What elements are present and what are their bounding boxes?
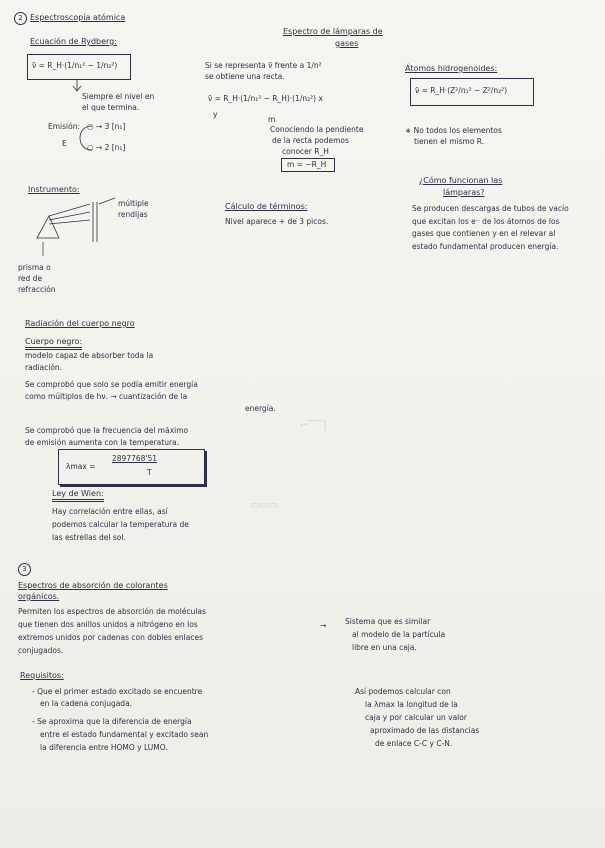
section-3-right-1: Así podemos calcular con (355, 687, 451, 696)
emission-bottom: ○ → 2 [n₁] (87, 143, 126, 152)
center-note-2: de la recta podemos (272, 136, 349, 145)
section-3-body-3: extremos unidos por cadenas con dobles enlaces (18, 633, 204, 642)
wien-law-heading: Ley de Wien: (52, 488, 104, 502)
section-3-right-3: caja y por calcular un valor (365, 713, 467, 722)
blackbody-title: Radiación del cuerpo negro (25, 319, 135, 328)
wien-formula-numerator: 2897768'51 (112, 454, 158, 463)
planck-2: como múltiplos de hν. → cuantización de la (25, 392, 188, 401)
section-3-body-4: conjugados. (18, 646, 64, 655)
center-note-3: conocer R_H (282, 147, 329, 156)
prism-label-2: red de (18, 274, 43, 283)
rydberg-formula: ν̄ = R_H·(1/n₁² − 1/n₂²) (32, 61, 118, 70)
wien-law-3: las estrellas del sol. (52, 533, 126, 542)
lamp-heading-1: ¿Cómo funcionan las (419, 176, 503, 185)
rydberg-note-2: el que termina. (82, 103, 140, 112)
center-text-1: Si se representa ν̄ frente a 1/n² (205, 61, 322, 70)
center-boxed: m = −R_H (287, 160, 327, 169)
center-text-2: se obtiene una recta. (205, 72, 285, 81)
requirement-2a: - Se aproxima que la diferencia de energía (32, 717, 192, 726)
section-3-side-3: libre en una caja. (352, 643, 417, 652)
arrow-icon (72, 80, 82, 94)
wien-law-1: Hay correlación entre ellas, así (52, 507, 168, 516)
requirement-2c: la diferencia entre HOMO y LUMO. (40, 743, 168, 752)
requirement-2b: entre el estado fundamental y excitado sean (40, 730, 209, 739)
rydberg-heading: Ecuación de Rydberg: (30, 37, 117, 46)
center-y-label: y (213, 110, 218, 119)
prism-label-1: prisma o (18, 263, 51, 272)
section-3-body-1: Permiten los espectros de absorción de moléculas (18, 607, 206, 616)
section-2-title: 2 Espectroscopía atómica (14, 12, 125, 25)
section-3-side-1: Sistema que es similar (345, 617, 431, 626)
section-3-side-2: al modelo de la partícula (352, 630, 446, 639)
section-3-body-2: que tienen dos anillos unidos a nitrógeno en los (18, 620, 198, 629)
center-m-label: m (268, 115, 276, 124)
wien-law-2: podemos calcular la temperatura de (52, 520, 189, 529)
rydberg-note-1: Siempre el nivel en (82, 92, 155, 101)
instrument-note-1: múltiple (118, 199, 149, 208)
right-formula: ν̄ = R_H·(Z²/n₁² − Z²/n₂²) (415, 86, 508, 95)
blackbody-def-2: radiación. (25, 363, 63, 372)
emission-label: Emisión: (48, 122, 80, 131)
section-3-right-2: la λmax la longitud de la (365, 700, 458, 709)
right-note-1: ∗ No todos los elementos (405, 126, 502, 135)
wien-text-2: de emisión aumenta con la temperatura. (25, 438, 180, 447)
lamp-heading-2: lámparas? (443, 188, 485, 197)
section-3-right-4: aproximado de las distancias (370, 726, 480, 735)
bleed-through-mark: ⌐‾‾‾| (300, 420, 327, 431)
instrument-heading: Instrumento: (28, 185, 80, 194)
section-3-arrow: → (320, 621, 327, 630)
prism-label-3: refracción (18, 285, 56, 294)
requirement-1a: - Que el primer estado excitado se encuentre (32, 687, 203, 696)
emission-top: ○ → 3 [n₁] (87, 122, 126, 131)
center-title-1: Espectro de lámparas de (283, 27, 383, 36)
section-3-right-5: de enlace C-C y C-N. (375, 739, 453, 748)
planck-1: Se comprobó que solo se podía emitir energía (25, 380, 198, 389)
planck-3: energía. (245, 404, 276, 413)
center-note-1: Conociendo la pendiente (270, 125, 364, 134)
wien-formula-denominator: T (147, 468, 152, 477)
right-note-2: tienen el mismo R. (414, 137, 485, 146)
blackbody-def-1: modelo capaz de absorber toda la (25, 351, 154, 360)
requirements-heading: Requisitos: (20, 671, 64, 680)
center-formula: ν̄ = R_H·(1/n₁² − R_H)·(1/n₂²) x (208, 94, 323, 103)
blackbody-def-heading: Cuerpo negro: (25, 336, 82, 350)
section-3-title-2: orgánicos. (18, 592, 60, 601)
wien-text-1: Se comprobó que la frecuencia del máximo (25, 426, 189, 435)
energy-label: E (62, 139, 67, 148)
right-heading: Átomos hidrogenoides: (405, 64, 498, 73)
lamp-text: Se producen descargas de tubos de vacío que excitan los e⁻ de los átomos de los gases que contienen y en el relevar al estado fundamental producen energía. (412, 204, 569, 251)
section-3-title-1: Espectros de absorción de colorantes (18, 581, 168, 590)
prism-diagram-icon (35, 198, 115, 258)
requirement-1b: en la cadena conjugada. (40, 699, 133, 708)
wien-formula-lhs: λmax = (66, 462, 96, 471)
bleed-through-mark: ▭▭▭ (250, 500, 279, 511)
instrument-note-2: rendijas (118, 210, 148, 219)
section-number: 2 (14, 12, 27, 25)
center-title-2: gases (335, 39, 359, 48)
section-3-number: 3 (18, 563, 34, 576)
calc-heading: Cálculo de términos: (225, 202, 308, 211)
calc-text: Nivel aparece + de 3 picos. (225, 217, 329, 226)
